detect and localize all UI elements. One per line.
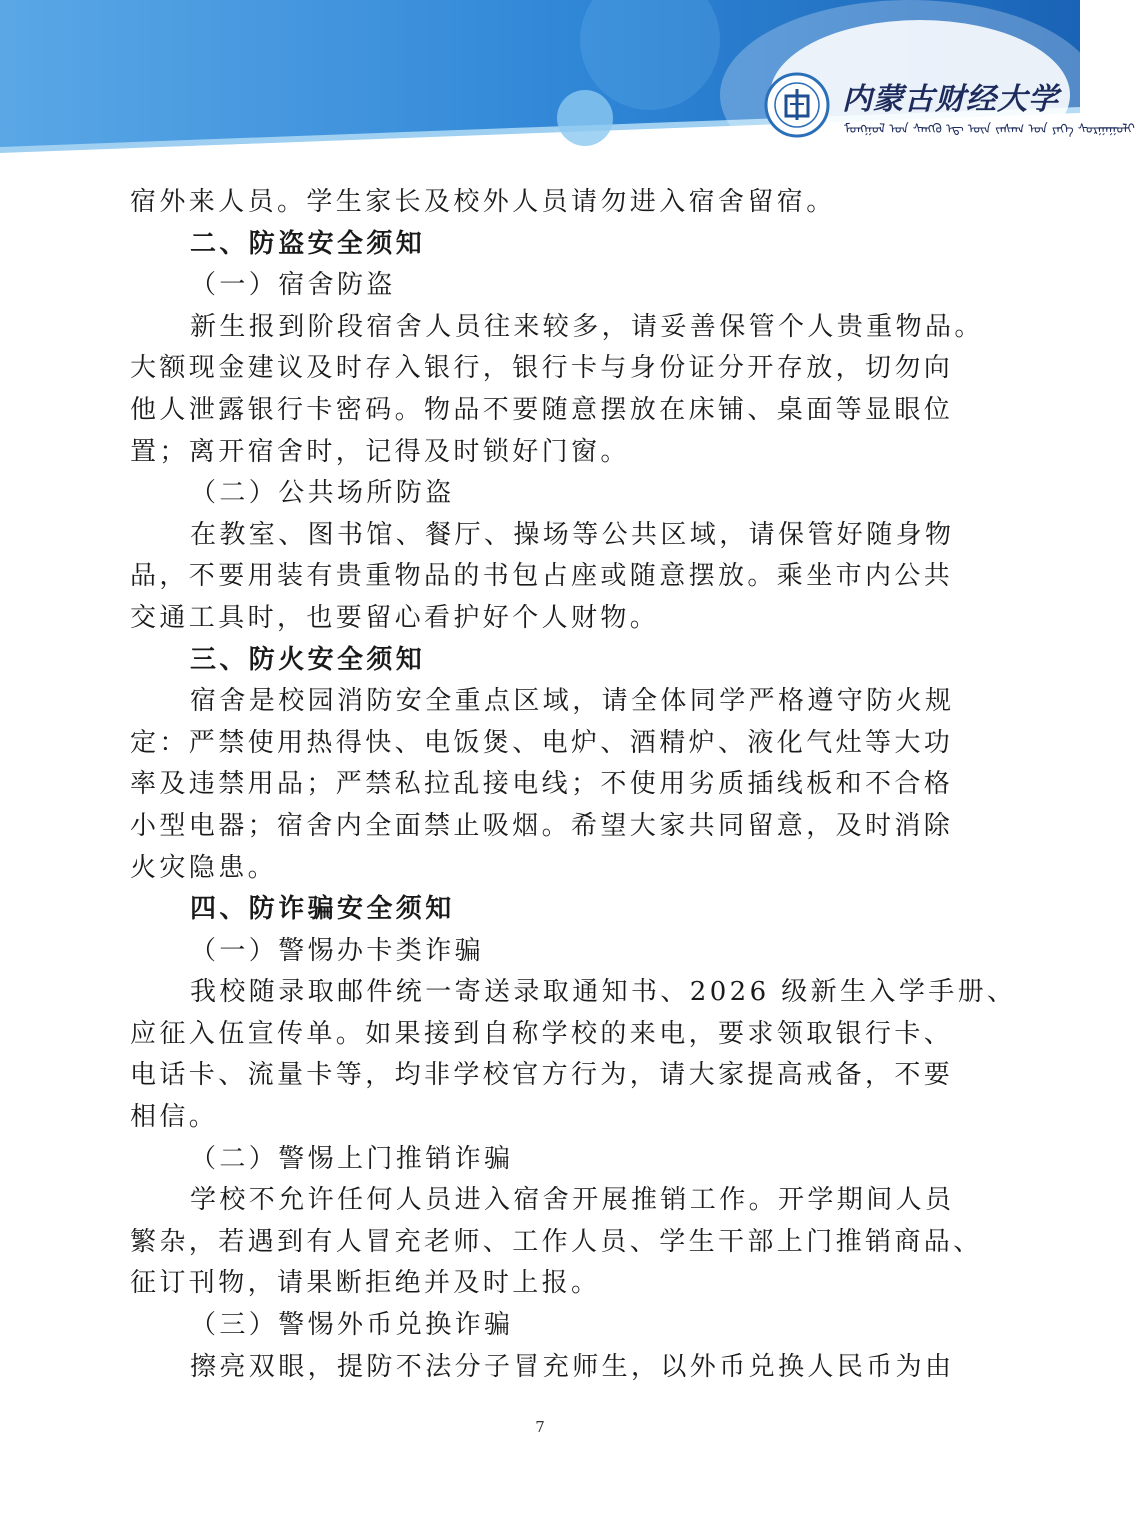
text-line: 相信。 (130, 1102, 219, 1133)
text-line: 定：严禁使用热得快、电饭煲、电炉、酒精炉、液化气灶等大功 (130, 727, 954, 758)
text-line: 置；离开宿舍时，记得及时锁好门窗。 (130, 436, 630, 467)
document-body (130, 182, 1017, 1388)
text-line: 火灾隐患。 (130, 852, 278, 883)
text-line: 学校不允许任何人员进入宿舍开展推销工作。开学期间人员 (190, 1185, 955, 1216)
text-line: 大额现金建议及时存入银行，银行卡与身份证分开存放，切勿向 (130, 353, 954, 384)
text-line: （一）宿舍防盗 (190, 270, 396, 301)
university-seal-icon (764, 72, 830, 138)
text-line: 应征入伍宣传单。如果接到自称学校的来电，要求领取银行卡、 (130, 1018, 954, 1049)
text-line: 我校随录取邮件统一寄送录取通知书、2026 级新生入学手册、 (190, 977, 1017, 1008)
text-line: 交通工具时，也要留心看护好个人财物。 (130, 602, 660, 633)
text-line: （一）警惕办卡类诈骗 (190, 935, 485, 966)
text-line: 他人泄露银行卡密码。物品不要随意摆放在床铺、桌面等显眼位 (130, 394, 954, 425)
university-name: 内蒙古财经大学 (842, 82, 1059, 117)
text-line: 率及违禁用品；严禁私拉乱接电线；不使用劣质插线板和不合格 (130, 769, 954, 800)
text-line: 征订刊物，请果断拒绝并及时上报。 (130, 1268, 601, 1299)
text-line: 宿舍是校园消防安全重点区域，请全体同学严格遵守防火规 (190, 686, 955, 717)
text-line: （二）公共场所防盗 (190, 478, 455, 509)
text-line: 繁杂，若遇到有人冒充老师、工作人员、学生干部上门推销商品、 (130, 1226, 983, 1257)
text-line: 小型电器；宿舍内全面禁止吸烟。希望大家共同留意，及时消除 (130, 810, 954, 841)
text-line: 在教室、图书馆、餐厅、操场等公共区域，请保管好随身物 (190, 519, 955, 550)
text-line: 新生报到阶段宿舍人员往来较多，请妥善保管个人贵重物品。 (190, 311, 984, 342)
text-line: （三）警惕外币兑换诈骗 (190, 1310, 514, 1341)
section-heading: 二、防盗安全须知 (190, 228, 426, 259)
section-heading: 四、防诈骗安全须知 (190, 894, 455, 925)
text-line: 擦亮双眼，提防不法分子冒充师生，以外币兑换人民币为由 (190, 1351, 955, 1382)
text-line: （二）警惕上门推销诈骗 (190, 1143, 514, 1174)
university-mongolian-name: ᠮᠣᠩᠭᠣᠯ ᠤᠨ ᠰᠠᠩᠬᠦ ᠡᠳ᠋ ᠦᠨ ᠵᠠᠰᠠᠭ ᠤᠨ ᠶᠡᠬᠡ ᠰᠤᠷᠭᠠᠭᠤᠯᠢ (844, 122, 1135, 137)
section-heading: 三、防火安全须知 (190, 644, 426, 675)
page-number: 7 (535, 1418, 545, 1436)
text-line: 品，不要用装有贵重物品的书包占座或随意摆放。乘坐市内公共 (130, 561, 954, 592)
university-logo (764, 72, 1135, 144)
text-line: 宿外来人员。学生家长及校外人员请勿进入宿舍留宿。 (130, 187, 836, 217)
text-line: 电话卡、流量卡等，均非学校官方行为，请大家提高戒备，不要 (130, 1060, 954, 1091)
